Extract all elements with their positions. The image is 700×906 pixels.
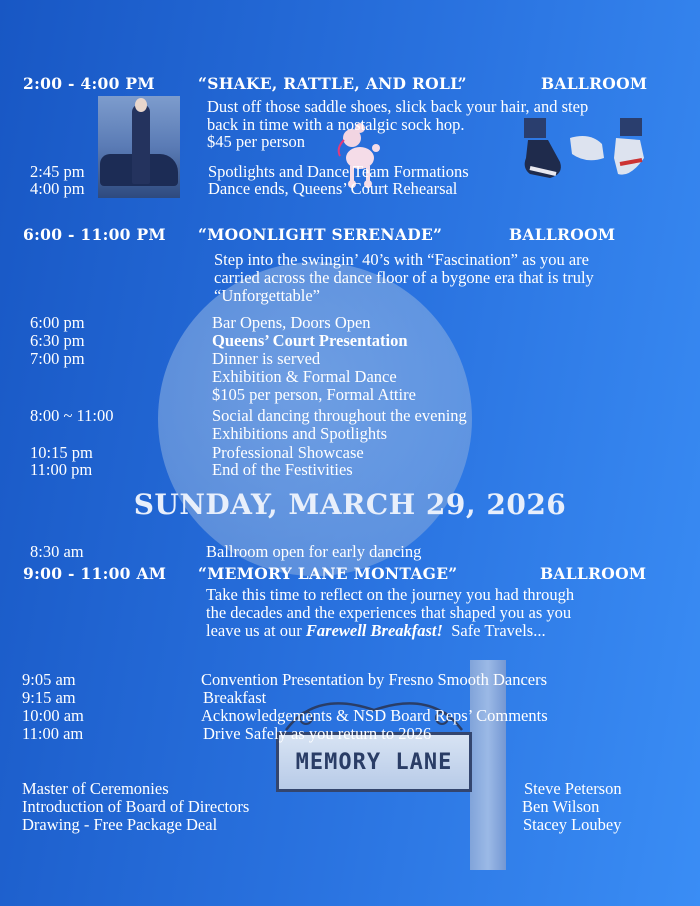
block1-time: 2:00 - 4:00 PM bbox=[23, 74, 155, 93]
credit-name: Steve Peterson bbox=[524, 779, 622, 798]
block3-time: 9:00 - 11:00 AM bbox=[23, 564, 167, 583]
block2-item-text: End of the Festivities bbox=[212, 460, 353, 479]
saddle-shoes-illustration bbox=[520, 118, 650, 194]
block1-item-text: Spotlights and Dance Team Formations bbox=[208, 162, 469, 181]
block3-desc-line3 bbox=[206, 622, 546, 640]
block3-location: BALLROOM bbox=[540, 564, 647, 583]
credit-role: Drawing - Free Package Deal bbox=[22, 815, 218, 834]
sunday-early-time: 8:30 am bbox=[30, 542, 84, 561]
block3-desc-part: leave us at our bbox=[206, 621, 306, 640]
block2-item-time: 10:15 pm bbox=[30, 443, 93, 462]
block2-item-time: 8:00 ~ 11:00 bbox=[30, 406, 114, 425]
block1-location: BALLROOM bbox=[541, 74, 648, 93]
block2-desc-line2: carried across the dance floor of a bygone era that is truly bbox=[214, 268, 594, 287]
credit-role: Master of Ceremonies bbox=[22, 779, 169, 798]
block3-item-text: Drive Safely as you return to 2026 bbox=[203, 724, 432, 743]
block3-desc-line1: Take this time to reflect on the journey you had through bbox=[206, 585, 575, 604]
farewell-breakfast-highlight: Farewell Breakfast! bbox=[305, 621, 443, 640]
memory-lane-sign: MEMORY LANE bbox=[276, 732, 472, 792]
block3-desc-line2: the decades and the experiences that shaped you as you bbox=[206, 603, 572, 622]
block3-item-time: 9:05 am bbox=[22, 670, 76, 689]
block2-item-text: $105 per person, Formal Attire bbox=[212, 385, 416, 404]
block2-item-text: Bar Opens, Doors Open bbox=[212, 313, 371, 332]
block1-price: $45 per person bbox=[207, 132, 306, 151]
block1-desc-line1: Dust off those saddle shoes, slick back your hair, and step bbox=[207, 97, 589, 116]
block3-item-time: 9:15 am bbox=[22, 688, 76, 707]
block2-item-text: Exhibitions and Spotlights bbox=[212, 424, 388, 443]
block2-item-text: Exhibition & Formal Dance bbox=[212, 367, 397, 386]
block1-item-time: 4:00 pm bbox=[30, 179, 85, 198]
block2-location: BALLROOM bbox=[509, 225, 616, 244]
sign-post bbox=[470, 660, 506, 870]
block2-item-time: 11:00 pm bbox=[30, 460, 93, 479]
block2-item-text-highlight: Queens’ Court Presentation bbox=[212, 331, 408, 350]
block1-item-text: Dance ends, Queens’ Court Rehearsal bbox=[208, 179, 458, 198]
block3-item-time: 11:00 am bbox=[22, 724, 84, 743]
car-photo bbox=[98, 96, 180, 198]
block3-title: “MEMORY LANE MONTAGE” bbox=[198, 564, 458, 583]
credit-role: Introduction of Board of Directors bbox=[22, 797, 250, 816]
block3-item-text: Convention Presentation by Fresno Smooth Dancers bbox=[201, 670, 548, 689]
block2-item-time: 6:30 pm bbox=[30, 331, 85, 350]
credit-name: Ben Wilson bbox=[522, 797, 600, 816]
block1-item-time: 2:45 pm bbox=[30, 162, 85, 181]
block2-desc-line1: Step into the swingin’ 40’s with “Fascination” as you are bbox=[214, 250, 590, 269]
block2-item-time: 7:00 pm bbox=[30, 349, 85, 368]
block1-title: “SHAKE, RATTLE, AND ROLL” bbox=[198, 74, 467, 93]
block3-desc-part: Safe Travels... bbox=[442, 621, 546, 640]
block2-item-text: Professional Showcase bbox=[212, 443, 364, 462]
block2-title: “MOONLIGHT SERENADE” bbox=[198, 225, 443, 244]
credit-name: Stacey Loubey bbox=[523, 815, 622, 834]
block3-item-text: Acknowledgements & NSD Board Reps’ Comments bbox=[201, 706, 548, 725]
sunday-heading: SUNDAY, MARCH 29, 2026 bbox=[133, 488, 567, 521]
block2-item-text: Dinner is served bbox=[212, 349, 321, 368]
sunday-early-text: Ballroom open for early dancing bbox=[206, 542, 422, 561]
block2-item-time: 6:00 pm bbox=[30, 313, 85, 332]
block3-item-time: 10:00 am bbox=[22, 706, 84, 725]
block2-time: 6:00 - 11:00 PM bbox=[23, 225, 166, 244]
block2-desc-line3: “Unforgettable” bbox=[214, 286, 320, 305]
block3-item-text: Breakfast bbox=[203, 688, 267, 707]
block1-desc-line2: back in time with a nostalgic sock hop. bbox=[207, 115, 465, 134]
block2-item-text: Social dancing throughout the evening bbox=[212, 406, 467, 425]
